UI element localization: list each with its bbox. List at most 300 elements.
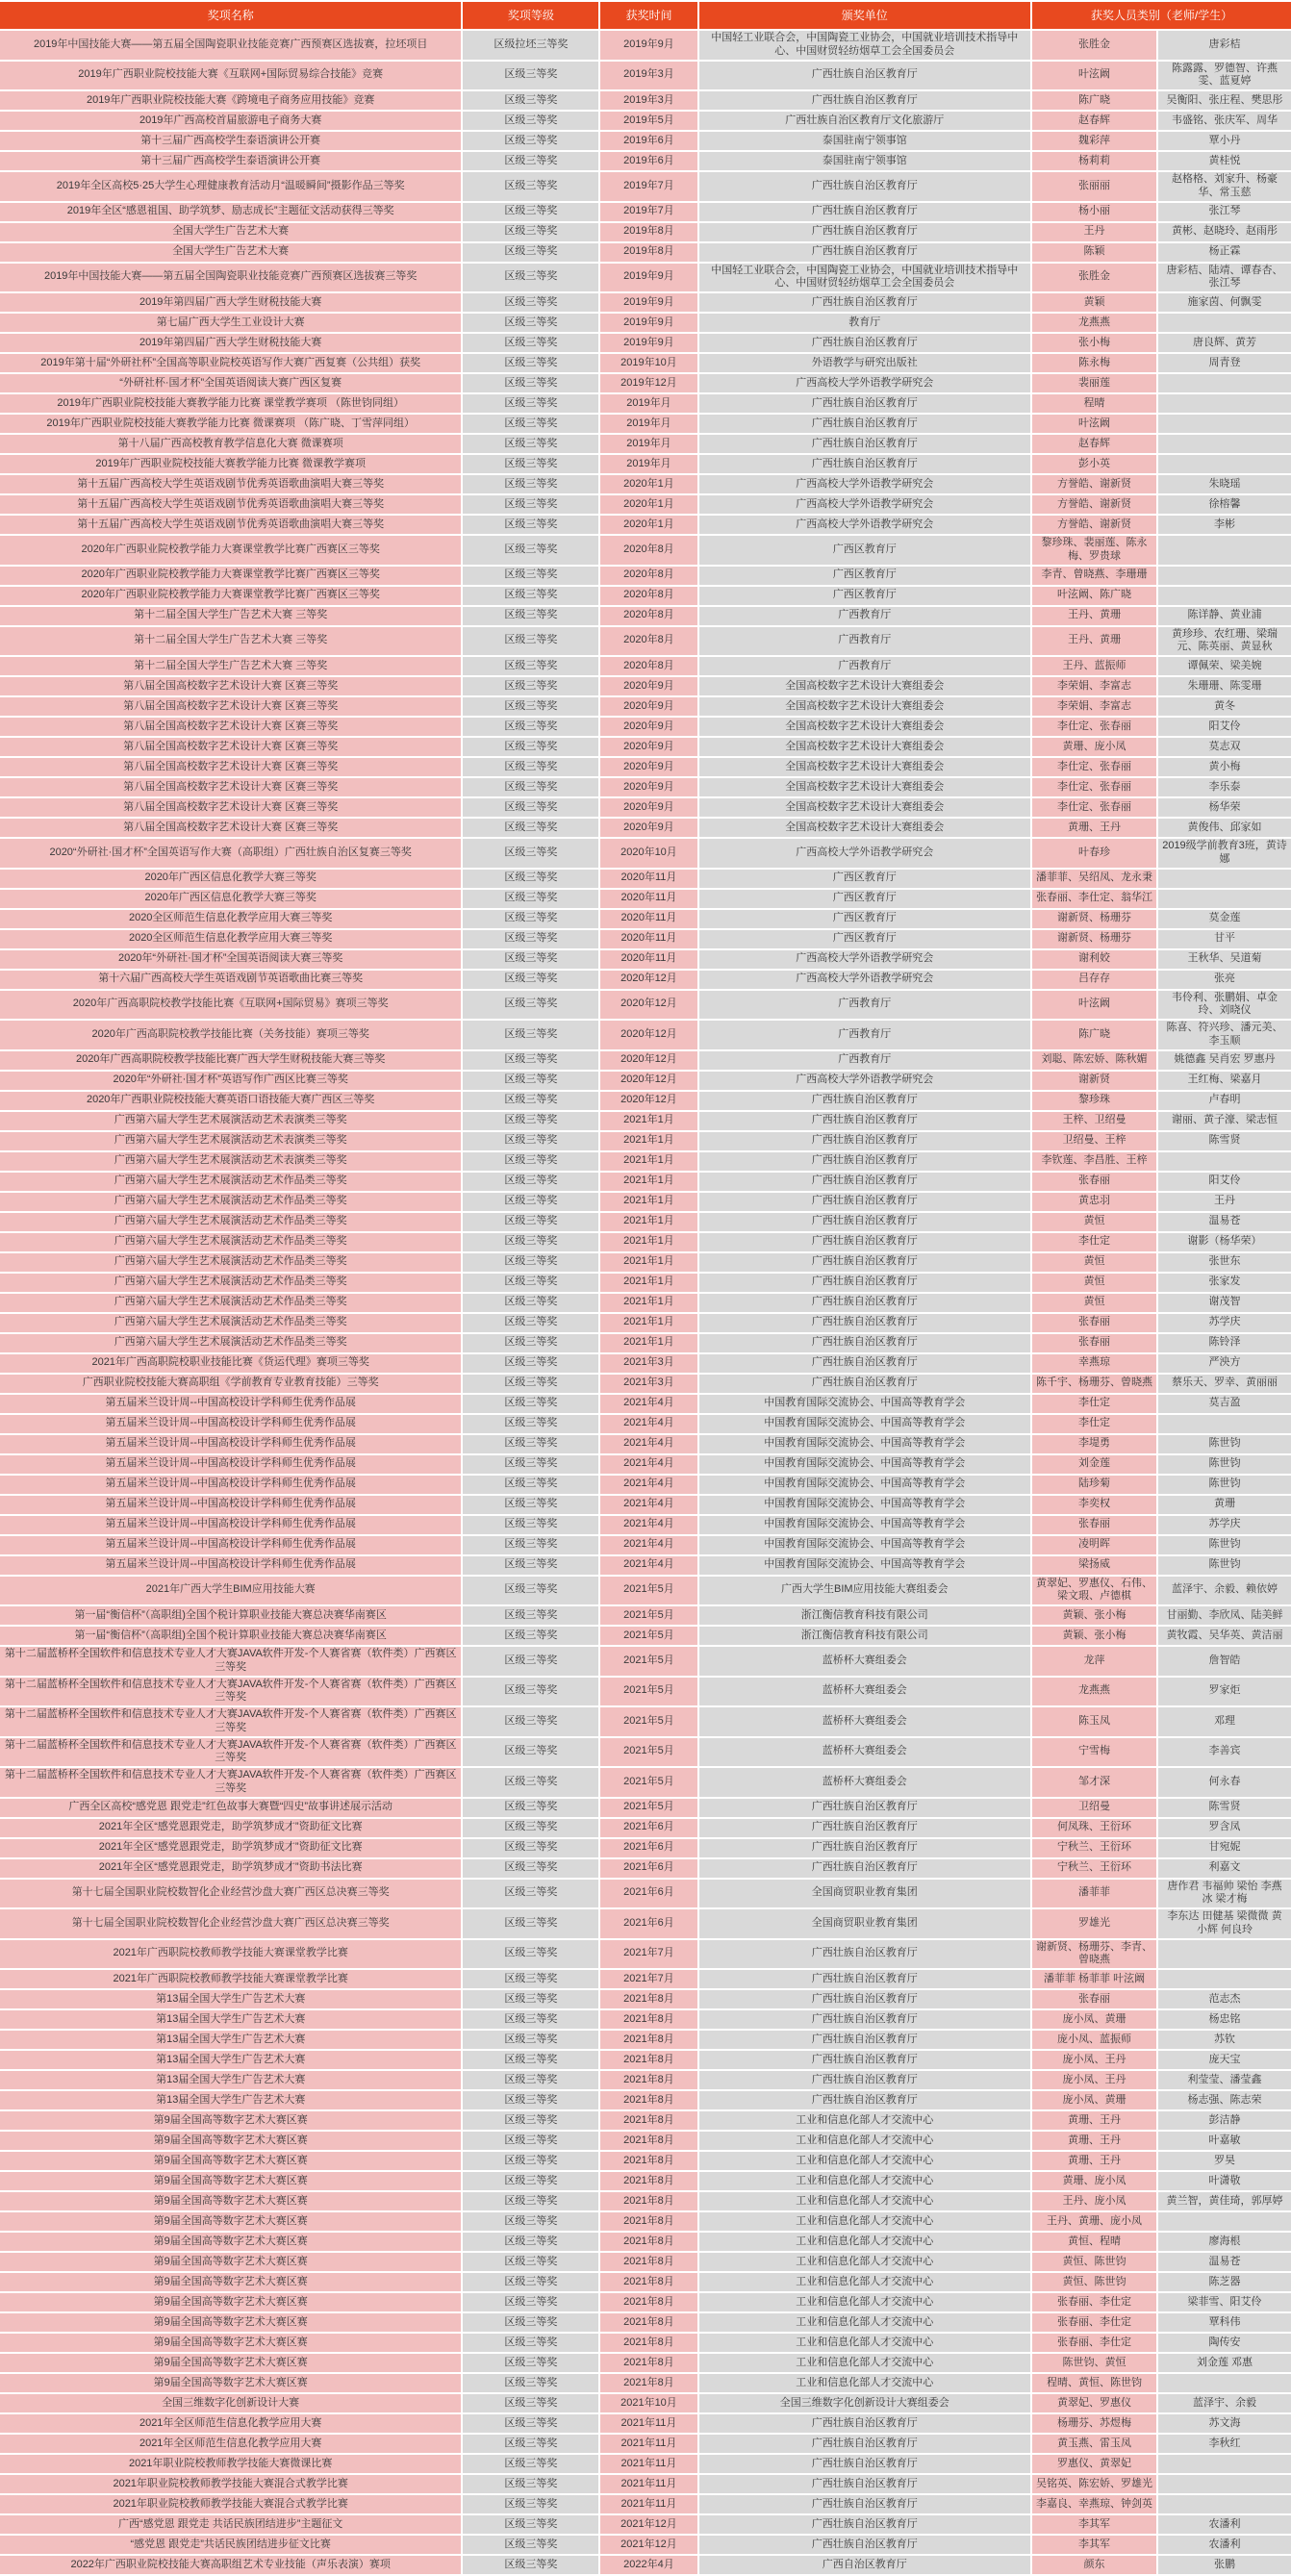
cell-teacher: 黎珍珠、裴丽莲、陈永梅、罗贵球 [1032,536,1156,565]
table-row [0,1476,1291,1494]
cell-unit: 广西壮族自治区教育厅文化旅游厅 [699,112,1030,130]
table-row [0,819,1291,837]
cell-level: 区级三等奖 [463,223,598,241]
cell-level: 区级三等奖 [463,1940,598,1969]
cell-name: 2021年全区“感党恩跟党走，助学筑梦成才”资助征文比赛 [0,1819,461,1837]
table-row [0,2435,1291,2453]
cell-student [1158,1970,1291,1988]
cell-student: 黄彬、赵晓玲、赵雨彤 [1158,223,1291,241]
table-row [0,718,1291,736]
cell-teacher: 李荣娟、李富志 [1032,697,1156,716]
cell-level: 区级三等奖 [463,1496,598,1514]
cell-level: 区级三等奖 [463,1375,598,1393]
table-row [0,1556,1291,1575]
cell-level: 区级三等奖 [463,778,598,796]
cell-unit: 广西壮族自治区教育厅 [699,91,1030,110]
cell-unit: 广西壮族自治区教育厅 [699,1990,1030,2008]
cell-time: 2019年8月 [600,223,696,241]
cell-level: 区级三等奖 [463,950,598,969]
cell-level: 区级三等奖 [463,2212,598,2231]
cell-time: 2021年1月 [600,1274,696,1292]
cell-time: 2021年5月 [600,1647,696,1676]
cell-time: 2021年6月 [600,1819,696,1837]
cell-unit: 全国高校数字艺术设计大赛组委会 [699,819,1030,837]
cell-level: 区级三等奖 [463,495,598,514]
cell-student [1158,2212,1291,2231]
cell-time: 2021年5月 [600,1606,696,1625]
awards-table [0,2,1291,2574]
cell-level: 区级三等奖 [463,1112,598,1130]
cell-teacher: 庞小凤、蓝振师 [1032,2031,1156,2049]
cell-name: 2019年中国技能大赛——第五届全国陶瓷职业技能竞赛广西预赛区选拔赛，拉坯项目 [0,31,461,60]
cell-teacher: 邹才深 [1032,1768,1156,1797]
cell-unit: 工业和信息化部人才交流中心 [699,2212,1030,2231]
cell-time: 2020年1月 [600,475,696,493]
table-row [0,314,1291,332]
cell-time: 2021年1月 [600,1253,696,1272]
cell-level: 区级三等奖 [463,1274,598,1292]
cell-time: 2019年10月 [600,354,696,372]
cell-level: 区级三等奖 [463,1556,598,1575]
cell-unit: 工业和信息化部人才交流中心 [699,2152,1030,2170]
cell-student: 杨华荣 [1158,798,1291,817]
cell-teacher: 李仕定、张春丽 [1032,778,1156,796]
cell-name: 广西职业院校技能大赛高职组《学前教育专业教育技能）三等奖 [0,1375,461,1393]
table-row [0,132,1291,150]
cell-student: 谢丽、黄子濠、梁志恒 [1158,1112,1291,1130]
cell-student: 张鹏 [1158,2556,1291,2574]
column-header-award-unit: 颁奖单位 [699,2,1030,29]
cell-unit: 广西壮族自治区教育厅 [699,2475,1030,2493]
cell-level: 区级三等奖 [463,1990,598,2008]
cell-teacher: 李堤勇 [1032,1435,1156,1453]
cell-unit: 中国轻工业联合会，中国陶瓷工业协会，中国就业培训技术指导中心、中国财贸轻纺烟草工会全国委员会 [699,31,1030,60]
table-row [0,991,1291,1020]
cell-name: 2021年全区“感党恩跟党走，助学筑梦成才”资助书法比赛 [0,1859,461,1878]
table-row [0,2475,1291,2493]
cell-unit: 蓝桥杯大赛组委会 [699,1707,1030,1736]
cell-name: 2021年全区师范生信息化教学应用大赛 [0,2414,461,2433]
cell-name: 2021年职业院校教师教学技能大赛混合式教学比赛 [0,2495,461,2513]
cell-teacher: 杨莉莉 [1032,152,1156,170]
cell-unit: 广西壮族自治区教育厅 [699,2051,1030,2069]
cell-time: 2021年8月 [600,2152,696,2170]
cell-teacher: 张春丽 [1032,1516,1156,1534]
cell-name: 2020年广西区信息化教学大赛三等奖 [0,890,461,908]
cell-time: 2021年8月 [600,2172,696,2190]
cell-name: 第13届全国大学生广告艺术大赛 [0,1990,461,2008]
cell-time: 2021年1月 [600,1233,696,1251]
cell-level: 区级三等奖 [463,1678,598,1706]
cell-time: 2021年8月 [600,2111,696,2130]
cell-time: 2021年1月 [600,1294,696,1312]
cell-level: 区级三等奖 [463,2495,598,2513]
cell-student: 苏钦 [1158,2031,1291,2049]
cell-time: 2020年9月 [600,758,696,776]
cell-unit: 广西壮族自治区教育厅 [699,293,1030,312]
cell-name: 广西第六届大学生艺术展演活动艺术作品类三等奖 [0,1274,461,1292]
cell-teacher: 黄颖、张小梅 [1032,1627,1156,1645]
cell-unit: 广西壮族自治区教育厅 [699,1859,1030,1878]
cell-name: 第13届全国大学生广告艺术大赛 [0,2091,461,2109]
cell-unit: 中国教育国际交流协会、中国高等教育学会 [699,1536,1030,1554]
cell-level: 区级三等奖 [463,2111,598,2130]
table-row [0,1051,1291,1070]
cell-student: 温易苍 [1158,1213,1291,1231]
cell-student [1158,587,1291,605]
cell-level: 区级三等奖 [463,1536,598,1554]
cell-student: 周青登 [1158,354,1291,372]
cell-teacher: 方誉皓、谢新贤 [1032,495,1156,514]
cell-unit: 广西壮族自治区教育厅 [699,2536,1030,2554]
cell-teacher: 黄恒、陈世钧 [1032,2253,1156,2271]
cell-level: 区级三等奖 [463,435,598,453]
cell-time: 2019年9月 [600,31,696,60]
cell-teacher: 谢新贤、杨珊芬 [1032,910,1156,928]
cell-unit: 中国轻工业联合会，中国陶瓷工业协会，中国就业培训技术指导中心、中国财贸轻纺烟草工会全国委员会 [699,264,1030,292]
table-row [0,2233,1291,2251]
cell-teacher: 叶泫阚、陈广晓 [1032,587,1156,605]
table-row [0,1516,1291,1534]
cell-teacher: 黄恒 [1032,1253,1156,1272]
table-row [0,152,1291,170]
cell-student: 甘宛妮 [1158,1839,1291,1857]
cell-level: 区级三等奖 [463,91,598,110]
cell-time: 2020年12月 [600,1092,696,1110]
cell-name: 2019年广西职业院校技能大赛教学能力比赛 课堂教学赛项 （陈世钧同组） [0,394,461,413]
cell-teacher: 宁秋兰、王衍环 [1032,1839,1156,1857]
cell-name: 第9届全国高等数字艺术大赛区赛 [0,2354,461,2372]
cell-name: 2019年第四届广西大学生财税技能大赛 [0,293,461,312]
table-row [0,657,1291,675]
cell-level: 区级三等奖 [463,890,598,908]
table-row [0,2354,1291,2372]
cell-name: 广西第六届大学生艺术展演活动艺术作品类三等奖 [0,1334,461,1352]
cell-unit: 广西壮族自治区教育厅 [699,2515,1030,2534]
cell-teacher: 幸燕琼 [1032,1354,1156,1373]
table-row [0,2374,1291,2392]
cell-time: 2021年3月 [600,1354,696,1373]
cell-name: 第十五届广西高校大学生英语戏剧节优秀英语歌曲演唱大赛三等奖 [0,495,461,514]
cell-name: 第13届全国大学生广告艺术大赛 [0,2010,461,2029]
cell-unit: 广西壮族自治区教育厅 [699,1799,1030,1817]
cell-teacher: 张胜金 [1032,31,1156,60]
table-row [0,930,1291,948]
cell-level: 区级三等奖 [463,152,598,170]
cell-student [1158,567,1291,585]
cell-time: 2020年12月 [600,991,696,1020]
cell-student: 卢春明 [1158,1092,1291,1110]
table-row [0,2556,1291,2574]
cell-teacher: 黄珊、王丹 [1032,2152,1156,2170]
cell-unit: 广西壮族自治区教育厅 [699,1839,1030,1857]
cell-teacher: 彭小英 [1032,455,1156,473]
cell-time: 2019年月 [600,435,696,453]
cell-unit: 广西区教育厅 [699,910,1030,928]
cell-level: 区级三等奖 [463,1859,598,1878]
cell-teacher: 宁雪梅 [1032,1738,1156,1767]
cell-teacher: 张春丽 [1032,1314,1156,1332]
cell-level: 区级三等奖 [463,374,598,392]
cell-teacher: 陈广晓 [1032,91,1156,110]
cell-name: 第五届米兰设计周--中国高校设计学科师生优秀作品展 [0,1415,461,1433]
cell-teacher: 吴铭英、陈宏娇、罗雄光 [1032,2475,1156,2493]
cell-teacher: 陈千宇、杨珊芬、曾晓燕 [1032,1375,1156,1393]
cell-student: 覃科伟 [1158,2313,1291,2332]
cell-student [1158,536,1291,565]
cell-level: 区级三等奖 [463,2192,598,2210]
cell-name: 第一届“衡信杯”（高职组)全国个税计算职业技能大赛总决赛华南赛区 [0,1627,461,1645]
cell-name: 第十五届广西高校大学生英语戏剧节优秀英语歌曲演唱大赛三等奖 [0,516,461,534]
cell-student: 苏学庆 [1158,1516,1291,1534]
cell-time: 2021年6月 [600,1839,696,1857]
cell-unit: 广西壮族自治区教育厅 [699,2495,1030,2513]
cell-level: 区级三等奖 [463,798,598,817]
cell-time: 2021年8月 [600,2031,696,2049]
cell-teacher: 潘菲菲 [1032,1880,1156,1908]
cell-teacher: 黄恒 [1032,1274,1156,1292]
cell-name: 第八届全国高校数字艺术设计大赛 区赛三等奖 [0,798,461,817]
cell-level: 区级三等奖 [463,738,598,756]
cell-student [1158,455,1291,473]
cell-time: 2021年5月 [600,1707,696,1736]
cell-level: 区级三等奖 [463,1152,598,1171]
cell-student: 王丹 [1158,1193,1291,1211]
cell-teacher: 刘聪、陈宏娇、陈秋媚 [1032,1051,1156,1070]
cell-name: 第五届米兰设计周--中国高校设计学科师生优秀作品展 [0,1435,461,1453]
cell-time: 2020年11月 [600,930,696,948]
cell-name: 广西第六届大学生艺术展演活动艺术作品类三等奖 [0,1173,461,1191]
cell-level: 区级三等奖 [463,1334,598,1352]
cell-teacher: 李嘉良、幸燕琼、钟剑英 [1032,2495,1156,2513]
cell-time: 2021年8月 [600,2010,696,2029]
table-row [0,1536,1291,1554]
table-row [0,1294,1291,1312]
cell-unit: 中国教育国际交流协会、中国高等教育学会 [699,1476,1030,1494]
cell-student [1158,2475,1291,2493]
cell-name: 2019年中国技能大赛——第五届全国陶瓷职业技能竞赛广西预赛区选拔赛三等奖 [0,264,461,292]
cell-teacher: 黄恒 [1032,1294,1156,1312]
table-row [0,2495,1291,2513]
cell-student: 姚德鑫 吴肖宏 罗惠丹 [1158,1051,1291,1070]
cell-unit: 全国高校数字艺术设计大赛组委会 [699,738,1030,756]
cell-level: 区级三等奖 [463,1799,598,1817]
cell-unit: 广西区教育厅 [699,587,1030,605]
table-row [0,1253,1291,1272]
cell-level: 区级三等奖 [463,1314,598,1332]
cell-name: 广西第六届大学生艺术展演活动艺术表演类三等奖 [0,1152,461,1171]
cell-time: 2021年1月 [600,1173,696,1191]
cell-teacher: 张春丽、李仕定 [1032,2293,1156,2311]
cell-time: 2021年4月 [600,1556,696,1575]
cell-unit: 工业和信息化部人才交流中心 [699,2172,1030,2190]
cell-level: 区级三等奖 [463,2293,598,2311]
cell-name: 2019年全区高校5·25大学生心理健康教育活动月“温暖瞬间”摄影作品三等奖 [0,172,461,201]
cell-teacher: 陈广晓 [1032,1021,1156,1049]
cell-name: 第八届全国高校数字艺术设计大赛 区赛三等奖 [0,718,461,736]
table-row [0,1314,1291,1332]
cell-level: 区级三等奖 [463,2071,598,2089]
table-row [0,1990,1291,2008]
cell-teacher: 杨小丽 [1032,203,1156,221]
column-header-award-name: 奖项名称 [0,2,461,29]
table-row [0,1606,1291,1625]
cell-level: 区级三等奖 [463,1415,598,1433]
cell-student: 农潘利 [1158,2515,1291,2534]
cell-student: 谭佩荣、梁美婉 [1158,657,1291,675]
cell-teacher: 张春丽、李仕定、翁华江 [1032,890,1156,908]
cell-unit: 工业和信息化部人才交流中心 [699,2233,1030,2251]
cell-name: 第9届全国高等数字艺术大赛区赛 [0,2152,461,2170]
table-row [0,1909,1291,1938]
cell-time: 2020年11月 [600,890,696,908]
cell-time: 2020年8月 [600,587,696,605]
cell-name: 第五届米兰设计周--中国高校设计学科师生优秀作品展 [0,1476,461,1494]
table-row [0,293,1291,312]
cell-student: 陈雪贤 [1158,1132,1291,1150]
cell-level: 区级三等奖 [463,1173,598,1191]
cell-student: 黄珍珍、农红珊、梁瑞元、陈英丽、黄显秋 [1158,627,1291,656]
cell-student: 莫金莲 [1158,910,1291,928]
cell-student: 唐彩桔、陆靖、谭春杏、张江琴 [1158,264,1291,292]
cell-teacher: 陈颖 [1032,243,1156,262]
cell-level: 区级三等奖 [463,314,598,332]
cell-time: 2021年4月 [600,1516,696,1534]
cell-name: 第八届全国高校数字艺术设计大赛 区赛三等奖 [0,738,461,756]
cell-unit: 广西区教育厅 [699,567,1030,585]
cell-unit: 工业和信息化部人才交流中心 [699,2374,1030,2392]
cell-unit: 全国高校数字艺术设计大赛组委会 [699,677,1030,695]
cell-name: 2020全区师范生信息化教学应用大赛三等奖 [0,930,461,948]
cell-level: 区级三等奖 [463,930,598,948]
cell-level: 区级三等奖 [463,1627,598,1645]
table-row [0,62,1291,90]
cell-time: 2021年8月 [600,2051,696,2069]
table-row [0,1132,1291,1150]
table-row [0,91,1291,110]
cell-unit: 广西壮族自治区教育厅 [699,1970,1030,1988]
cell-name: 2020年广西高职院校教学技能比赛广西大学生财税技能大赛三等奖 [0,1051,461,1070]
cell-unit: 广西区教育厅 [699,930,1030,948]
table-row [0,1334,1291,1352]
cell-name: 2021年职业院校教师教学技能大赛混合式教学比赛 [0,2475,461,2493]
cell-student: 李秋红 [1158,2435,1291,2453]
table-row [0,567,1291,585]
cell-student: 杨正霖 [1158,243,1291,262]
cell-unit: 全国高校数字艺术设计大赛组委会 [699,778,1030,796]
cell-level: 区级三等奖 [463,1839,598,1857]
cell-level: 区级三等奖 [463,394,598,413]
cell-time: 2021年4月 [600,1455,696,1474]
cell-unit: 蓝桥杯大赛组委会 [699,1647,1030,1676]
cell-time: 2021年8月 [600,1990,696,2008]
cell-time: 2021年4月 [600,1435,696,1453]
cell-unit: 广西自治区教育厅 [699,2556,1030,2574]
cell-time: 2020年9月 [600,819,696,837]
cell-name: 第9届全国高等数字艺术大赛区赛 [0,2192,461,2210]
cell-time: 2021年1月 [600,1334,696,1352]
cell-student: 黄兰智，黄佳琦，郭厚婷 [1158,2192,1291,2210]
cell-teacher: 黎珍珠 [1032,1092,1156,1110]
cell-teacher: 王丹、庞小凤 [1032,2192,1156,2210]
cell-level: 区级三等奖 [463,1516,598,1534]
cell-unit: 广西壮族自治区教育厅 [699,1193,1030,1211]
cell-name: 2021年职业院校教师教学技能大赛微课比赛 [0,2455,461,2473]
cell-teacher: 程晴 [1032,394,1156,413]
cell-level: 区级三等奖 [463,1021,598,1049]
cell-name: 2021年广西职院校教师教学技能大赛课堂教学比赛 [0,1970,461,1988]
cell-student: 朱晓瑶 [1158,475,1291,493]
cell-name: 2020年广西高职院校教学技能比赛《互联网+国际贸易》赛项三等奖 [0,991,461,1020]
cell-name: 2021年全区师范生信息化教学应用大赛 [0,2435,461,2453]
table-row [0,2172,1291,2190]
cell-teacher: 庞小凤、黄珊 [1032,2010,1156,2029]
cell-unit: 工业和信息化部人才交流中心 [699,2293,1030,2311]
cell-level: 区级三等奖 [463,2051,598,2069]
cell-student [1158,890,1291,908]
cell-unit: 中国教育国际交流协会、中国高等教育学会 [699,1556,1030,1575]
cell-level: 区级三等奖 [463,1435,598,1453]
cell-level: 区级三等奖 [463,2334,598,2352]
cell-teacher: 庞小凤、王丹 [1032,2051,1156,2069]
cell-unit: 广西高校大学外语教学研究会 [699,516,1030,534]
cell-level: 区级三等奖 [463,910,598,928]
cell-teacher: 程晴、黄恒、陈世钧 [1032,2374,1156,2392]
cell-unit: 广西壮族自治区教育厅 [699,1173,1030,1191]
table-row [0,223,1291,241]
cell-teacher: 裴丽莲 [1032,374,1156,392]
cell-name: 2019年第四届广西大学生财税技能大赛 [0,334,461,352]
cell-time: 2021年8月 [600,2192,696,2210]
cell-unit: 外语教学与研究出版社 [699,354,1030,372]
table-row [0,1435,1291,1453]
cell-student: 苏文海 [1158,2414,1291,2433]
cell-student: 温易苍 [1158,2253,1291,2271]
cell-student: 杨志强、陈志荣 [1158,2091,1291,2109]
cell-name: 2019年广西高校首届旅游电子商务大赛 [0,112,461,130]
table-row [0,1395,1291,1413]
cell-teacher: 宁秋兰、王衍环 [1032,1859,1156,1878]
cell-name: 第13届全国大学生广告艺术大赛 [0,2031,461,2049]
cell-unit: 广西壮族自治区教育厅 [699,62,1030,90]
cell-student [1158,870,1291,888]
cell-time: 2019年月 [600,394,696,413]
cell-name: 第9届全国高等数字艺术大赛区赛 [0,2374,461,2392]
cell-time: 2020年9月 [600,677,696,695]
cell-unit: 广西壮族自治区教育厅 [699,243,1030,262]
cell-teacher: 王丹、黄珊 [1032,627,1156,656]
cell-name: 第八届全国高校数字艺术设计大赛 区赛三等奖 [0,819,461,837]
cell-unit: 广西高校大学外语教学研究会 [699,950,1030,969]
cell-teacher: 李其军 [1032,2536,1156,2554]
cell-teacher: 谢新贤、杨珊芬、李青、曾晓燕 [1032,1940,1156,1969]
cell-unit: 广西教育厅 [699,627,1030,656]
cell-unit: 广西壮族自治区教育厅 [699,435,1030,453]
cell-name: 第五届米兰设计周--中国高校设计学科师生优秀作品展 [0,1556,461,1575]
cell-unit: 工业和信息化部人才交流中心 [699,2354,1030,2372]
cell-name: 第十七届全国职业院校数智化企业经营沙盘大赛广西区总决赛三等奖 [0,1909,461,1938]
table-row [0,2091,1291,2109]
table-row [0,1152,1291,1171]
cell-student: 黄俊伟、邱家如 [1158,819,1291,837]
cell-time: 2021年8月 [600,2091,696,2109]
cell-level: 区级三等奖 [463,2515,598,2534]
cell-time: 2020年8月 [600,607,696,625]
cell-name: 第十六届广西高校大学生英语戏剧节英语歌曲比赛三等奖 [0,971,461,989]
cell-teacher: 谢新贤 [1032,1072,1156,1090]
cell-time: 2020年9月 [600,697,696,716]
cell-level: 区级三等奖 [463,2556,598,2574]
